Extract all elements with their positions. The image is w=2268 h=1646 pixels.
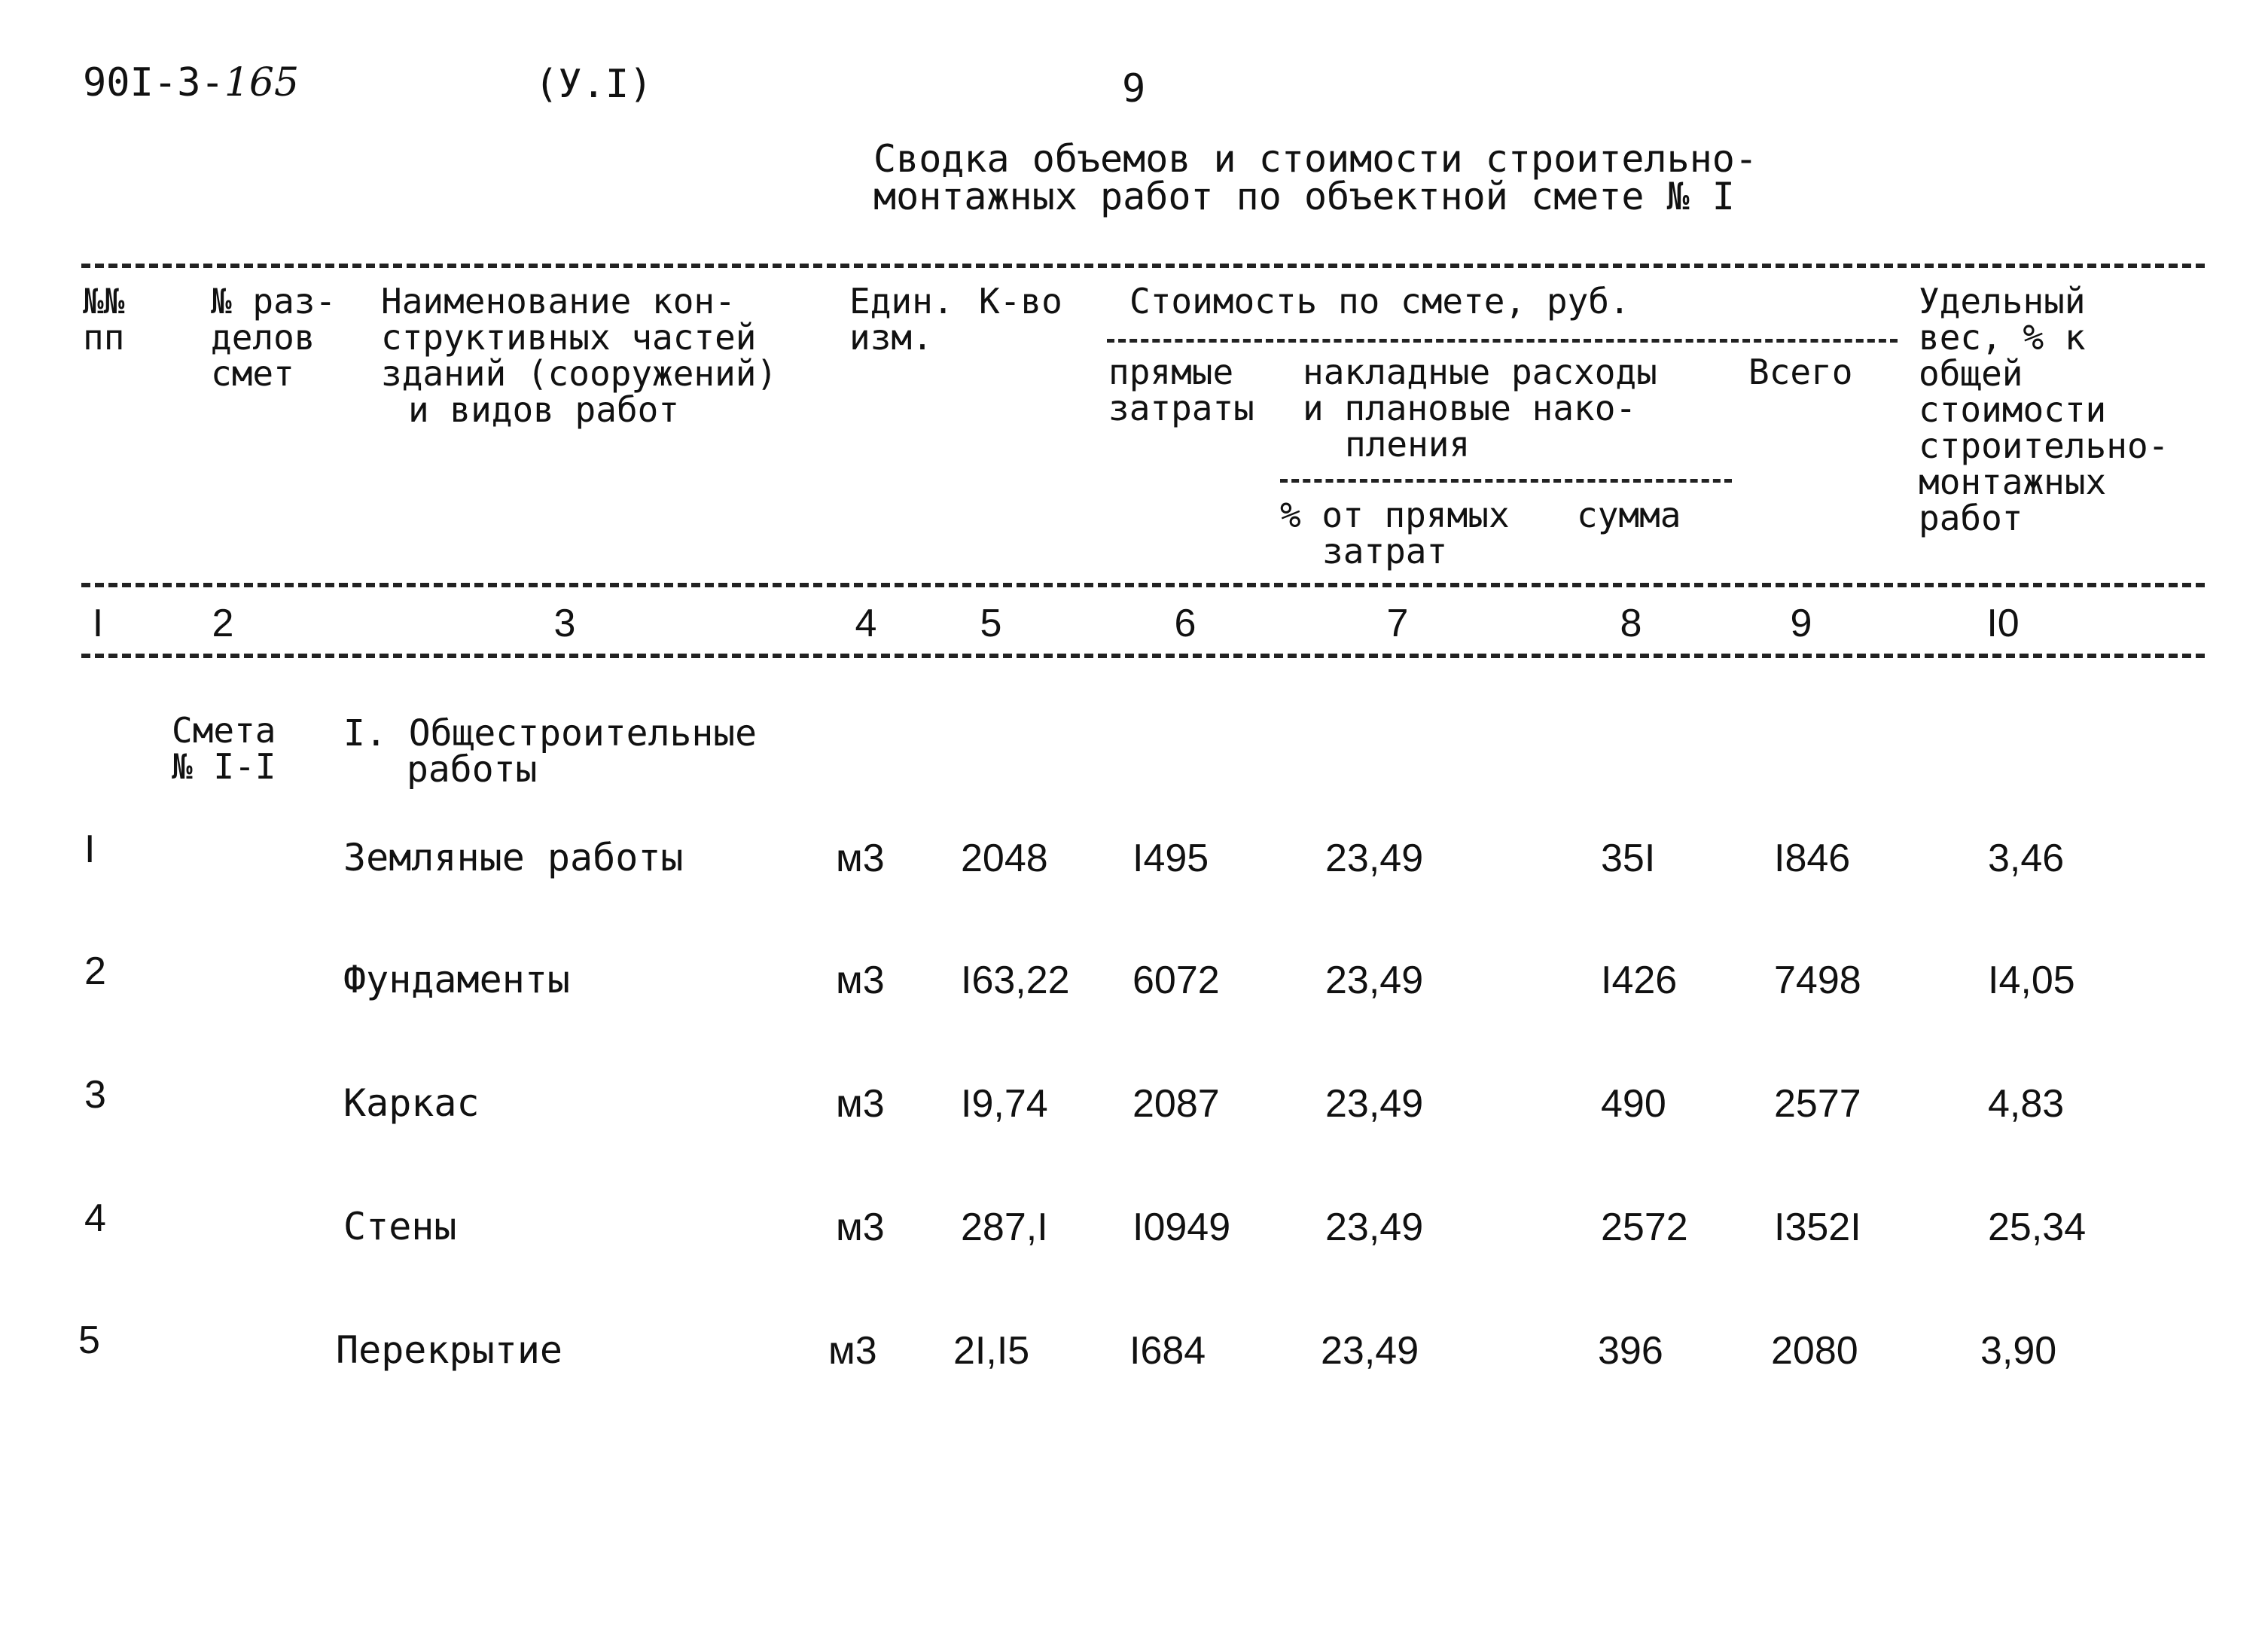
column-header-row-number: №№ пп bbox=[83, 281, 125, 358]
document-variant: (У.I) bbox=[535, 62, 653, 107]
row-total: I846 bbox=[1774, 837, 1851, 880]
row-share: 3,46 bbox=[1988, 837, 2065, 880]
row-name: Фундаменты bbox=[343, 958, 571, 1001]
page-title bbox=[873, 137, 1757, 218]
row-overhead-sum: 35I bbox=[1601, 837, 1656, 880]
row-unit: м3 bbox=[836, 837, 885, 880]
column-header-section-number: № раз- делов смет bbox=[211, 281, 337, 394]
document-code-prefix: 90I-3- bbox=[83, 60, 224, 105]
row-quantity: 2048 bbox=[961, 837, 1048, 880]
row-overhead-sum: I426 bbox=[1601, 959, 1678, 1002]
row-quantity: 2I,I5 bbox=[953, 1329, 1030, 1373]
page-title-line2: монтажных работ по объектной смете № I bbox=[873, 175, 1735, 218]
section-estimate-label: Смета № I-I bbox=[172, 710, 276, 787]
row-quantity: I9,74 bbox=[961, 1082, 1048, 1126]
row-quantity: 287,I bbox=[961, 1206, 1048, 1249]
column-number: 2 bbox=[212, 602, 234, 645]
column-number: I bbox=[92, 602, 104, 645]
page-title-line1: Сводка объемов и стоимости строительно- bbox=[873, 137, 1757, 181]
row-total: I352I bbox=[1774, 1206, 1861, 1249]
column-number: 5 bbox=[980, 602, 1002, 645]
row-number: 3 bbox=[84, 1073, 106, 1117]
row-share: 3,90 bbox=[1980, 1329, 2057, 1373]
column-header-unit: Един. изм. bbox=[849, 281, 954, 358]
column-header-share: Удельный вес, % к общей стоимости строительно- монтажных работ bbox=[1919, 281, 2169, 538]
document-code-handwritten: 165 bbox=[224, 60, 300, 105]
row-total: 2080 bbox=[1771, 1329, 1858, 1373]
row-overhead-percent: 23,49 bbox=[1325, 837, 1424, 880]
table-top-rule bbox=[81, 264, 2205, 268]
overhead-group-rule bbox=[1280, 479, 1732, 483]
column-header-name: Наименование кон- структивных частей зданий (сооружений) и видов работ bbox=[381, 281, 778, 430]
row-direct-costs: I684 bbox=[1129, 1329, 1206, 1373]
column-header-cost-group: Стоимость по смете, руб. bbox=[1129, 281, 1630, 322]
document-code bbox=[83, 62, 299, 104]
row-share: 25,34 bbox=[1988, 1206, 2087, 1249]
column-number: 4 bbox=[855, 602, 877, 645]
column-number: 7 bbox=[1386, 602, 1409, 645]
column-header-overhead-group: накладные расходы и плановые нако- пления bbox=[1303, 352, 1657, 465]
row-unit: м3 bbox=[836, 1082, 885, 1126]
column-number: 9 bbox=[1790, 602, 1812, 645]
column-header-direct-costs: прямые затраты bbox=[1108, 352, 1254, 428]
column-numbers-bottom-rule bbox=[81, 654, 2205, 658]
column-number: I0 bbox=[1986, 602, 2020, 645]
column-number: 6 bbox=[1174, 602, 1196, 645]
column-number: 8 bbox=[1620, 602, 1642, 645]
row-name: Земляные работы bbox=[343, 836, 684, 879]
row-overhead-sum: 2572 bbox=[1601, 1206, 1688, 1249]
row-direct-costs: 2087 bbox=[1132, 1082, 1220, 1126]
row-quantity: I63,22 bbox=[961, 959, 1070, 1002]
row-unit: м3 bbox=[828, 1329, 877, 1373]
section-title: I. Общестроительные работы bbox=[343, 712, 758, 791]
row-direct-costs: I0949 bbox=[1132, 1206, 1231, 1249]
row-direct-costs: 6072 bbox=[1132, 959, 1220, 1002]
row-overhead-sum: 490 bbox=[1601, 1082, 1666, 1126]
row-number: 5 bbox=[78, 1318, 100, 1362]
row-overhead-percent: 23,49 bbox=[1325, 1082, 1424, 1126]
cost-group-rule bbox=[1107, 339, 1898, 343]
row-total: 2577 bbox=[1774, 1082, 1861, 1126]
row-name: Каркас bbox=[343, 1081, 480, 1125]
row-name: Стены bbox=[343, 1205, 457, 1248]
row-share: I4,05 bbox=[1988, 959, 2075, 1002]
row-overhead-percent: 23,49 bbox=[1325, 959, 1424, 1002]
page-number: 9 bbox=[1122, 66, 1146, 111]
row-number: I bbox=[84, 828, 96, 871]
row-overhead-percent: 23,49 bbox=[1325, 1206, 1424, 1249]
row-name: Перекрытие bbox=[336, 1328, 563, 1372]
column-header-quantity: К-во bbox=[979, 281, 1062, 322]
row-overhead-sum: 396 bbox=[1598, 1329, 1663, 1373]
row-number: 2 bbox=[84, 949, 106, 993]
row-number: 4 bbox=[84, 1196, 106, 1240]
row-unit: м3 bbox=[836, 959, 885, 1002]
row-overhead-percent: 23,49 bbox=[1321, 1329, 1419, 1373]
column-header-overhead-percent: % от прямых затрат bbox=[1280, 495, 1510, 572]
row-unit: м3 bbox=[836, 1206, 885, 1249]
row-share: 4,83 bbox=[1988, 1082, 2065, 1126]
row-total: 7498 bbox=[1774, 959, 1861, 1002]
header-bottom-rule bbox=[81, 583, 2205, 587]
column-header-overhead-sum: сумма bbox=[1577, 495, 1681, 535]
row-direct-costs: I495 bbox=[1132, 837, 1209, 880]
column-number: 3 bbox=[553, 602, 576, 645]
column-header-total: Всего bbox=[1748, 352, 1853, 392]
